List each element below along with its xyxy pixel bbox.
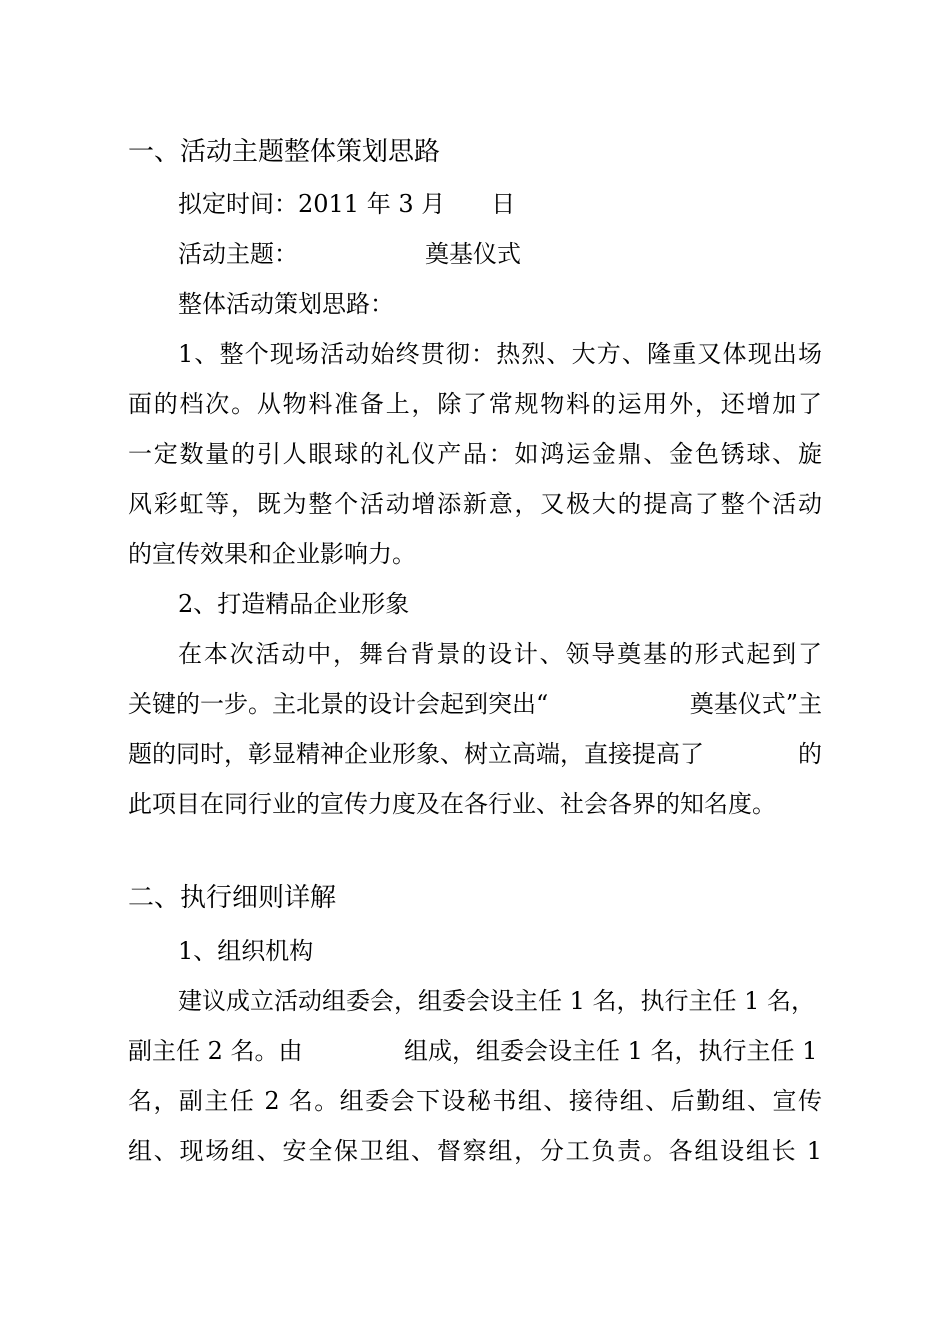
- approach-label: 整体活动策划思路：: [178, 290, 394, 318]
- date-day: 日: [491, 190, 516, 218]
- text-fragment: 组成，组委会设主任 1 名，执行主任 1: [404, 1037, 818, 1065]
- paragraph-line: 风彩虹等，既为整个活动增添新意，又极大的提高了整个活动: [128, 490, 822, 518]
- theme-value: 奠基仪式: [425, 240, 521, 268]
- text-fragment: 关键的一步。主北景的设计会起到突出“: [128, 690, 549, 718]
- paragraph-line: [128, 1035, 822, 1067]
- paragraph-line: 在本次活动中，舞台背景的设计、领导奠基的形式起到了: [178, 640, 822, 668]
- theme-line: [178, 238, 822, 270]
- paragraph-line: 建议成立活动组委会，组委会设主任 1 名，执行主任 1 名，: [178, 987, 816, 1015]
- text-fragment: 副主任 2 名。由: [128, 1037, 303, 1065]
- paragraph-line: 的宣传效果和企业影响力。: [128, 540, 416, 568]
- theme-label: 活动主题：: [178, 240, 298, 268]
- date-line: [178, 188, 822, 220]
- section-1-heading: 一、活动主题整体策划思路: [128, 137, 441, 167]
- paragraph-line: 一定数量的引人眼球的礼仪产品：如鸿运金鼎、金色锈球、旋: [128, 440, 822, 468]
- paragraph-line: [128, 738, 822, 770]
- paragraph-line: 此项目在同行业的宣传力度及在各行业、社会各界的知名度。: [128, 790, 776, 818]
- paragraph-line: [128, 688, 822, 720]
- text-fragment: 的: [798, 740, 822, 768]
- subsection-title: 2、打造精品企业形象: [178, 590, 410, 618]
- paragraph-line: 面的档次。从物料准备上，除了常规物料的运用外，还增加了: [128, 390, 822, 418]
- paragraph-line: 1、整个现场活动始终贯彻：热烈、大方、隆重又体现出场: [178, 340, 822, 368]
- text-fragment: 奠基仪式”主: [689, 690, 822, 718]
- subsection-title: 1、组织机构: [178, 937, 314, 965]
- section-2-heading: 二、执行细则详解: [128, 883, 337, 913]
- paragraph-line: 名，副主任 2 名。组委会下设秘书组、接待组、后勤组、宣传: [128, 1087, 822, 1115]
- text-fragment: 题的同时，彰显精神企业形象、树立高端，直接提高了: [128, 740, 704, 768]
- date-label: 拟定时间：2011 年 3 月: [178, 190, 446, 218]
- paragraph-line: 组、现场组、安全保卫组、督察组，分工负责。各组设组长 1: [128, 1137, 822, 1165]
